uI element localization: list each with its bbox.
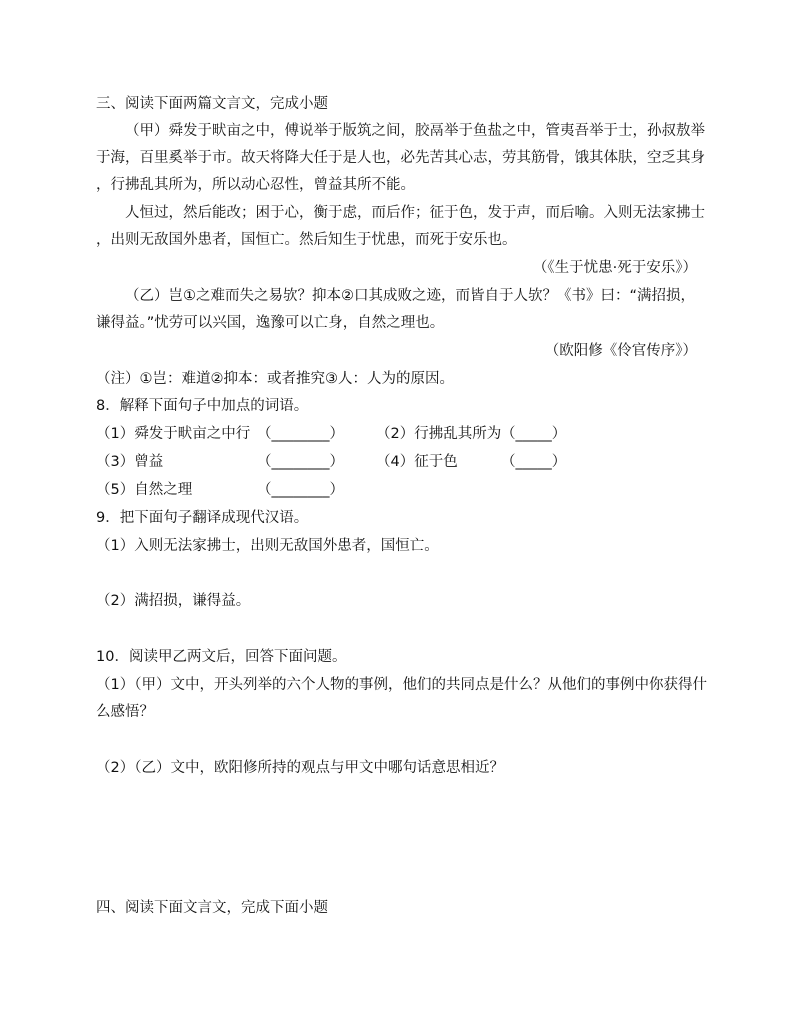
passage-line: （甲）舜发于畎亩之中，傅说举于版筑之间，胶鬲举于鱼盐之中，管夷吾举于士，孙叔敖举: [125, 123, 705, 139]
question-title: 10．阅读甲乙两文后，回答下面问题。: [96, 649, 347, 665]
section4-heading: 四、阅读下面文言文，完成下面小题: [96, 900, 328, 916]
item-label: （1）舜发于畎亩之中行: [96, 426, 251, 442]
passage-line: 于海，百里奚举于市。故天将降大任于是人也，必先苦其心志，劳其筋骨，饿其体肤，空乏其身: [96, 150, 705, 166]
question-item: （1）（甲）文中，开头列举的六个人物的事例，他们的共同点是什么？从他们的事例中你获得什: [96, 677, 707, 693]
passage-line: ，行拂乱其所为，所以动心忍性，曾益其所不能。: [96, 177, 415, 193]
passage-source: （《生于忧患·死于安乐》）: [532, 260, 697, 276]
answer-blank[interactable]: （________）: [257, 426, 344, 442]
question-title: 8．解释下面句子中加点的词语。: [96, 398, 309, 414]
passage-line: 谦得益。”忧劳可以兴国，逸豫可以亡身，自然之理也。: [96, 315, 445, 331]
note: （注）①岂：难道②抑本：或者推究③人：人为的原因。: [96, 371, 454, 387]
question-item: （1）入则无法家拂士，出则无敌国外患者，国恒亡。: [96, 538, 439, 554]
passage-source: （欧阳修《伶官传序》）: [544, 343, 697, 359]
question-item: （2）（乙）文中，欧阳修所持的观点与甲文中哪句话意思相近？: [96, 760, 504, 776]
section3-heading: 三、阅读下面两篇文言文，完成小题: [96, 96, 328, 112]
question-item: 么感悟？: [96, 704, 154, 720]
item-label: （4）征于色: [376, 454, 458, 470]
answer-blank[interactable]: （________）: [257, 454, 344, 470]
answer-blank[interactable]: （_____）: [501, 454, 567, 470]
answer-blank[interactable]: （_____）: [501, 426, 567, 442]
item-label: （2）行拂乱其所为: [376, 426, 502, 442]
item-label: （5）自然之理: [96, 482, 193, 498]
item-label: （3）曾益: [96, 454, 164, 470]
question-item: （2）满招损，谦得益。: [96, 593, 251, 609]
passage-line: ，出则无敌国外患者，国恒亡。然后知生于忧患，而死于安乐也。: [96, 232, 517, 248]
passage-line: （乙）岂①之难而失之易欤？抑本②口其成败之迹，而皆自于人欤？《书》曰：“满招损，: [125, 288, 696, 304]
answer-blank[interactable]: （________）: [257, 482, 344, 498]
question-title: 9．把下面句子翻译成现代汉语。: [96, 510, 309, 526]
passage-line: 人恒过，然后能改；困于心，衡于虑，而后作；征于色，发于声，而后喻。入则无法家拂士: [125, 205, 705, 221]
